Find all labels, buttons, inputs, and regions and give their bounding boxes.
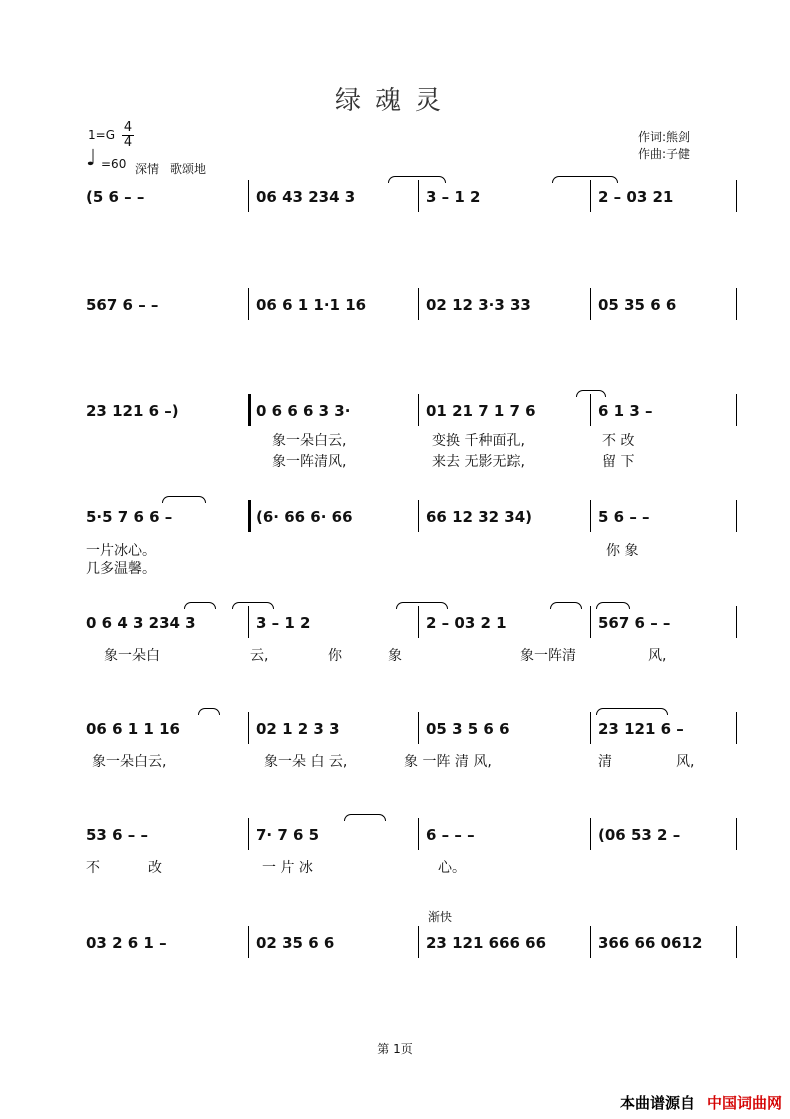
measure: (5 6 – – <box>86 188 145 206</box>
measure: 02 35 6 6 <box>256 934 335 952</box>
bar-line <box>590 606 591 638</box>
measure: 5·5 7 6 6 – <box>86 508 173 526</box>
time-signature <box>122 121 134 149</box>
bar-line <box>248 712 249 744</box>
measure: 23 121 6 –) <box>86 402 179 420</box>
bar-line <box>418 500 419 532</box>
bar-line <box>248 606 249 638</box>
measure: 05 35 6 6 <box>598 296 677 314</box>
measure: 23 121 666 66 <box>426 934 547 952</box>
key-signature: 1=G <box>88 128 115 142</box>
measure: 567 6 – – <box>598 614 671 632</box>
measure: 5 6 – – <box>598 508 650 526</box>
measure: 567 6 – – <box>86 296 159 314</box>
lyric-line-1: 变换 千种面孔, <box>432 433 525 449</box>
tempo-marking: =60 <box>101 157 127 171</box>
bar-line <box>736 818 737 850</box>
measure: 03 2 6 1 – <box>86 934 167 952</box>
lyric-line-1: 不 <box>86 860 100 876</box>
bar-line <box>590 180 591 212</box>
tie-slur <box>596 602 630 609</box>
bar-line <box>248 288 249 320</box>
bar-line <box>590 926 591 958</box>
measure: 06 6 1 1 16 <box>86 720 180 738</box>
measure: 366 66 0612 <box>598 934 703 952</box>
bar-line <box>248 500 251 532</box>
measure: 3 – 1 2 <box>256 614 311 632</box>
lyric-line-1: 象一朵白 <box>104 648 160 664</box>
time-signature-top: 4 <box>123 120 133 135</box>
lyric-line-2: 来去 无影无踪, <box>432 454 525 470</box>
measure: (6· 66 6· 66 <box>256 508 353 526</box>
measure: 06 43 234 3 <box>256 188 356 206</box>
bar-line <box>590 500 591 532</box>
lyric-line-1: 清 <box>598 754 612 770</box>
lyric-line-1: 一 片 冰 <box>262 860 313 876</box>
lyric-line-1: 象 一阵 清 风, <box>404 754 492 770</box>
lyric-line-1: 你 <box>328 648 342 664</box>
lyric-line-1: 改 <box>148 860 162 876</box>
bar-line <box>590 394 591 426</box>
measure: 53 6 – – <box>86 826 148 844</box>
bar-line <box>418 818 419 850</box>
bar-line <box>590 818 591 850</box>
bar-line <box>418 926 419 958</box>
bar-line <box>418 180 419 212</box>
bar-line <box>418 288 419 320</box>
bar-line <box>418 712 419 744</box>
tie-slur <box>576 390 606 397</box>
bar-line <box>248 818 249 850</box>
tie-slur <box>198 708 220 715</box>
lyric-line-1: 你 象 <box>606 543 639 559</box>
composer-credit: 作曲:子健 <box>638 147 691 161</box>
measure: 7· 7 6 5 <box>256 826 320 844</box>
bar-line <box>736 288 737 320</box>
tie-slur <box>396 602 448 609</box>
bar-line <box>418 606 419 638</box>
lyric-line-1: 象一阵清 <box>520 648 576 664</box>
bar-line <box>736 394 737 426</box>
source-brand <box>620 1092 782 1113</box>
measure: 6 – – – <box>426 826 475 844</box>
measure: 3 – 1 2 <box>426 188 481 206</box>
bar-line <box>418 394 419 426</box>
measure: 23 121 6 – <box>598 720 684 738</box>
bar-line <box>248 394 251 426</box>
tie-slur <box>184 602 216 609</box>
measure: (06 53 2 – <box>598 826 681 844</box>
lyricist-credit: 作词:熊剑 <box>638 130 691 144</box>
brand-site-name: 中国词曲网 <box>706 1094 782 1112</box>
bar-line <box>736 500 737 532</box>
lyric-line-1: 象一朵白云, <box>272 433 347 449</box>
expression-1: 深情 <box>135 162 160 176</box>
measure: 6 1 3 – <box>598 402 653 420</box>
bar-line <box>248 926 249 958</box>
lyric-line-1: 象 <box>388 648 402 664</box>
tie-slur <box>550 602 582 609</box>
lyric-line-1: 不 改 <box>602 433 635 449</box>
bar-line <box>736 180 737 212</box>
brand-source-label: 本曲谱源自 <box>619 1094 695 1112</box>
lyric-line-1: 象一朵白云, <box>92 754 167 770</box>
measure: 66 12 32 34) <box>426 508 533 526</box>
lyric-line-1: 风, <box>676 754 695 770</box>
lyric-line-2: 象一阵清风, <box>272 454 347 470</box>
bar-line <box>590 712 591 744</box>
lyric-line-1: 象一朵 白 云, <box>264 754 348 770</box>
time-signature-bottom: 4 <box>123 135 133 150</box>
measure: 01 21 7 1 7 6 <box>426 402 536 420</box>
measure: 06 6 1 1·1 16 <box>256 296 367 314</box>
tie-slur <box>552 176 618 183</box>
expression-2: 歌颂地 <box>170 162 207 176</box>
bar-line <box>590 288 591 320</box>
page-title: 绿魂灵 <box>334 86 455 116</box>
lyric-line-1: 云, <box>250 648 269 664</box>
lyric-line-1: 风, <box>648 648 667 664</box>
measure: 2 – 03 2 1 <box>426 614 507 632</box>
tie-slur <box>162 496 206 503</box>
lyric-line-2: 留 下 <box>602 454 635 470</box>
tie-slur <box>344 814 386 821</box>
page-number: 第 1页 <box>377 1042 413 1056</box>
lyric-line-1: 心。 <box>438 860 466 876</box>
bar-line <box>736 926 737 958</box>
bar-line <box>736 712 737 744</box>
tie-slur <box>388 176 446 183</box>
lyric-line-2: 几多温馨。 <box>86 561 156 577</box>
bar-line <box>248 180 249 212</box>
measure: 0 6 4 3 234 3 <box>86 614 196 632</box>
tie-slur <box>232 602 274 609</box>
lyric-line-1: 一片冰心。 <box>86 543 156 559</box>
tie-slur <box>596 708 668 715</box>
measure: 05 3 5 6 6 <box>426 720 510 738</box>
measure: 02 1 2 3 3 <box>256 720 340 738</box>
quarter-note-icon: ♩ <box>86 146 97 171</box>
measure: 02 12 3·3 33 <box>426 296 531 314</box>
bar-line <box>736 606 737 638</box>
tempo-change: 渐快 <box>428 910 453 924</box>
measure: 0 6 6 6 3 3· <box>256 402 351 420</box>
measure: 2 – 03 21 <box>598 188 674 206</box>
